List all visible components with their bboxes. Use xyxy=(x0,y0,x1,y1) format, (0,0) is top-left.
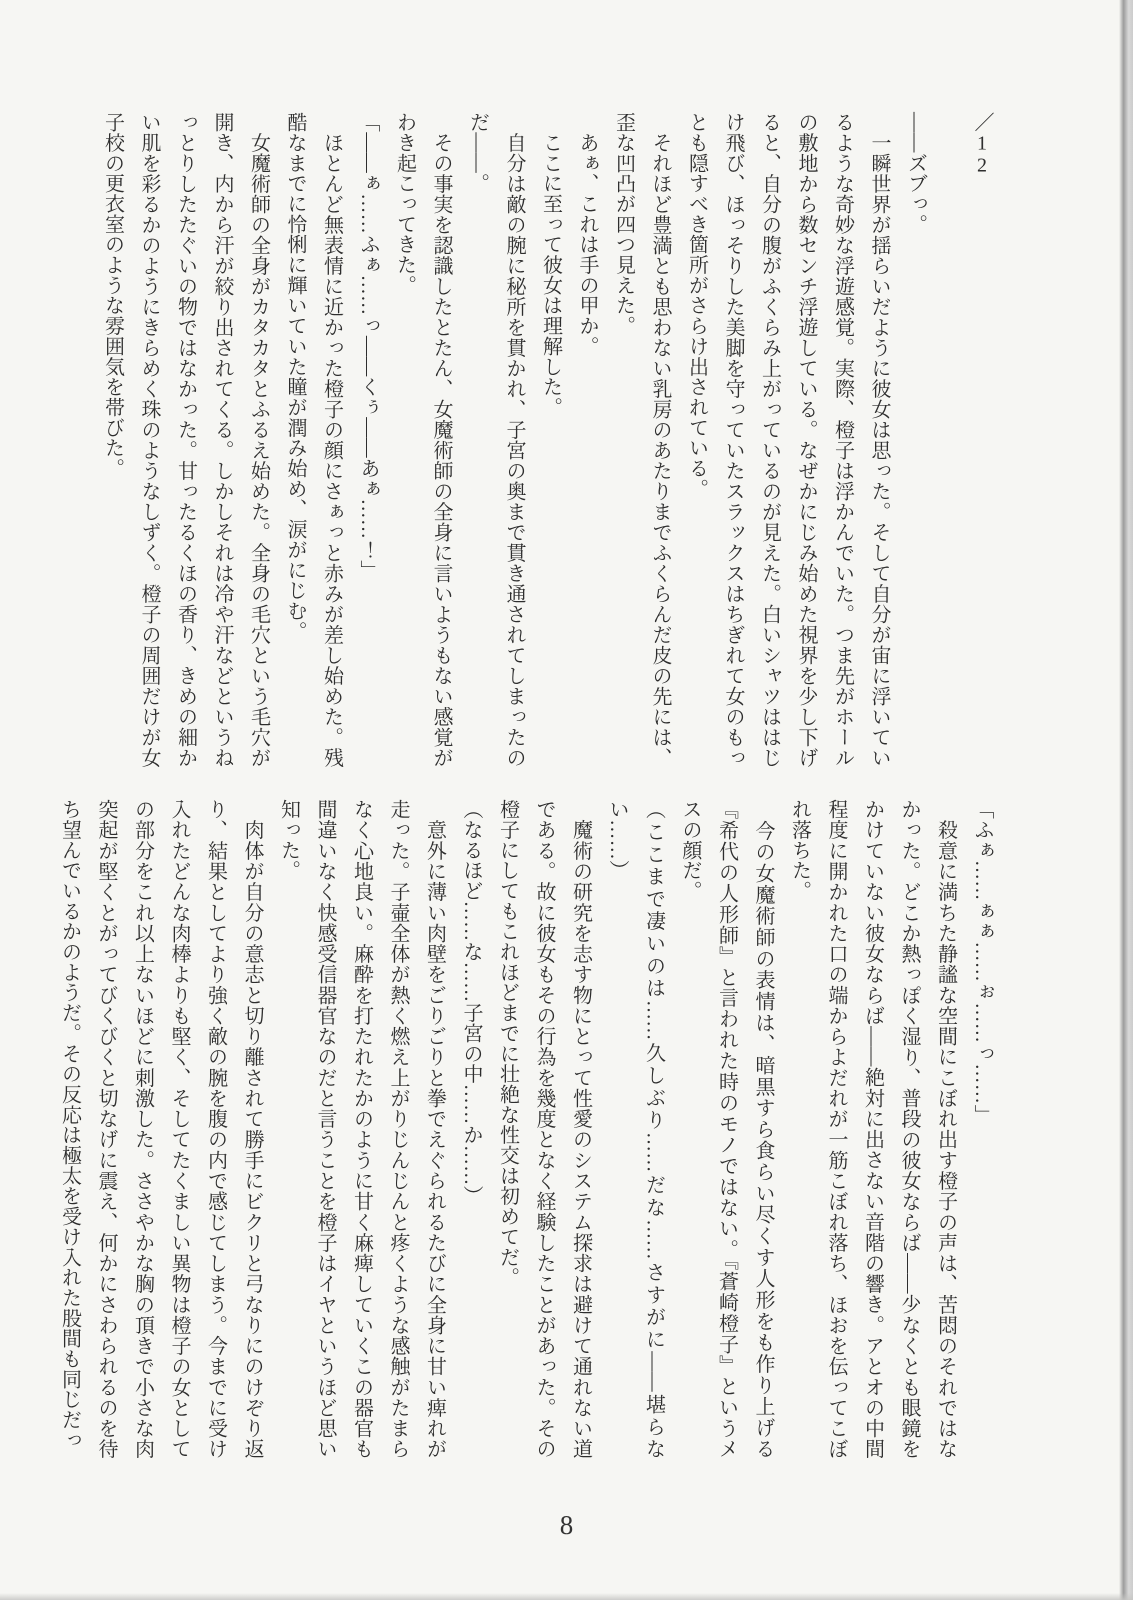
paragraph: 一瞬世界が揺らいだように彼女は思った。そして自分が宙に浮いているような奇妙な浮遊感覚。実際、橙子は浮かんでいた。つま先がホールの敷地から数センチ浮遊している。なぜかにじみ始めた視界を少し下げると、自分の腹がふくらみ上がっているのが見えた。白いシャツははじけ飛び、ほっそりした美脚を守っていたスラックスはちぎれて女のもっとも隠すべき箇所がさらけ出されている。 xyxy=(685,112,890,768)
paragraph: あぁ、これは手の甲か。 xyxy=(576,112,598,357)
paragraph: ――ズブっ。 xyxy=(904,112,927,235)
paragraph: 女魔術師の全身がカタカタとふるえ始めた。全身の毛穴という毛穴が開き、内から汗が絞り出されてくる。しかしそれは冷や汗などというねっとりしたたぐいの物ではなかった。甘ったるくほの香り、きめの細かい肌を彩るかのようにきらめく珠のようなしずく。橙子の周囲だけが女子校の更衣室のような雰囲気を帯びた。 xyxy=(101,112,270,768)
paragraph: 殺意に満ちた静謐な空間にこぼれ出す橙子の声は、苦悶のそれではなかった。どこか熱っぽく湿り、普段の彼女ならば――少なくとも眼鏡をかけていない彼女ならば――絶対に出さない音階の響き。アとオの中間程度に開かれた口の端からよだれが一筋こぼれ落ち、ほおを伝ってこぼれ落ちた。 xyxy=(788,799,957,1459)
scan-edge-bottom xyxy=(0,1593,1133,1600)
paragraph-thought: （ここまで凄いのは……久しぶり……だな……さすがに――堪らない……） xyxy=(606,799,665,1459)
paragraph-dialogue: 「ふぁ……ぁぁ……ぉ……っ……」 xyxy=(971,799,993,1125)
paragraph: 意外に薄い肉壁をごりごりと拳でえぐられるたびに全身に甘い痺れが走った。子壷全体が熱く燃え上がりじんじんと疼くような感触がたまらなく心地良い。麻酔を打たれたかのように甘く麻痺していくこの器官も間違いなく快感受信器官なのだと言うことを橙子はイヤというほど思い知った。 xyxy=(277,799,446,1459)
page-number: 8 xyxy=(559,1510,574,1540)
paragraph-thought: （なるほど……な……子宮の中……か……） xyxy=(460,799,482,1206)
text-block-lower xyxy=(51,799,1000,1459)
scan-edge-right xyxy=(1119,0,1133,1600)
paragraph: その事実を認識したとたん、女魔術師の全身に言いようもない感覚がわき起こってきた。 xyxy=(393,112,452,768)
paragraph: 自分は敵の腕に秘所を貫かれ、子宮の奥まで貫き通されてしまったのだ――。 xyxy=(466,112,525,768)
paragraph: 魔術の研究を志す物にとって性愛のシステム探求は避けて通れない道である。故に彼女もその行為を幾度となく経験したことがあった。その橙子にしてもこれほどまでに壮絶な性交は初めてだ。 xyxy=(496,799,592,1459)
paragraph: それほど豊満とも思わない乳房のあたりまでふくらんだ皮の先には、歪な凹凸が四つ見えた。 xyxy=(612,112,671,768)
paragraph: 肉体が自分の意志と切り離されて勝手にビクリと弓なりにのけぞり返り、結果としてより強く敵の腕を腹の内で感じてしまう。今までに受け入れたどんな肉棒よりも堅く、そしてたくましい異物は橙子の女としての部分をこれ以上ないほどに刺激した。ささやかな胸の頂きで小さな肉突起が堅くとがってびくびくと切なげに震え、何かにさわられるのを待ち望んでいるかのようだ。その反応は極太を受け入れた股間も同じだっ xyxy=(58,799,263,1459)
paragraph: ほとんど無表情に近かった橙子の顔にさぁっと赤みが差し始めた。残酷なまでに怜悧に輝いていた瞳が潤み始め、涙がにじむ。 xyxy=(284,112,343,768)
paragraph: ここに至って彼女は理解した。 xyxy=(539,112,562,418)
paragraph: 今の女魔術師の表情は、暗黒すら食らい尽くす人形をも作り上げる『希代の人形師』と言われた時のモノではない。『蒼崎橙子』というメスの顔だ。 xyxy=(679,799,774,1459)
section-marker: ／12 xyxy=(971,112,993,178)
text-block-upper xyxy=(94,112,1000,768)
paragraph-dialogue: 「――ぁ……ふぁ……っ――くぅ――あぁ……！」 xyxy=(357,112,379,581)
